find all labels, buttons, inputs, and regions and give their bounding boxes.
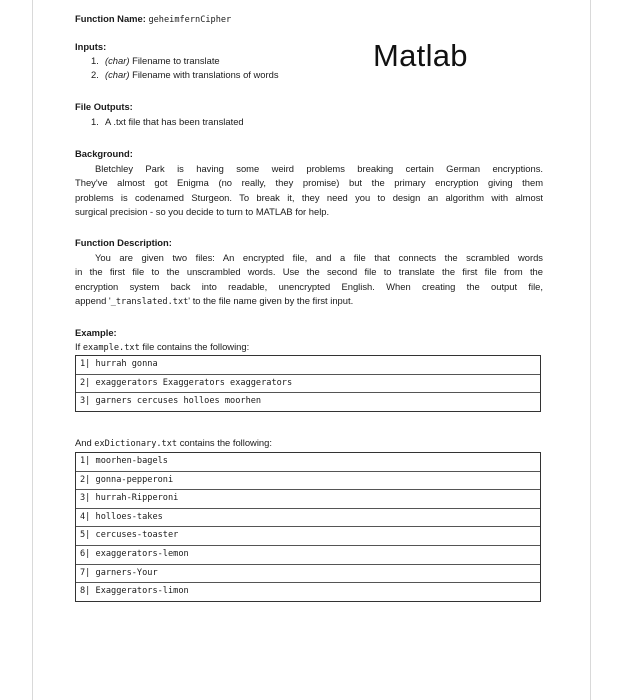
dictionary-row: 6| exaggerators-lemon xyxy=(76,546,540,565)
page-edge-left xyxy=(32,0,33,700)
description-heading: Function Description: xyxy=(75,237,172,248)
input-item-1: 1. (char) Filename to translate xyxy=(91,55,220,66)
example-file-row: 3| garners cercuses holloes moorhen xyxy=(80,396,262,407)
description-line-3: encryption system back into readable, unencrypted English. When creating the output file, xyxy=(75,280,543,292)
dictionary-row: 1| moorhen-bagels xyxy=(76,453,540,472)
background-line-2: They've almost got Enigma (no really, they promise) but the primary encryption giving them xyxy=(75,177,543,189)
function-name-label: Function Name: xyxy=(75,13,149,24)
suffix-code: _translated.txt xyxy=(110,296,189,307)
dictionary-row: 4| holloes-takes xyxy=(76,509,540,528)
dictionary-row: 2| gonna-pepperoni xyxy=(76,472,540,491)
dictionary-row: 8| Exaggerators-limon xyxy=(80,586,189,597)
description-line-2: in the first file to the unscrambled words. Use the second file to translate the first file from the xyxy=(75,266,543,278)
description-paragraph xyxy=(75,251,543,309)
dictionary-row: 7| garners-Your xyxy=(76,565,540,584)
example-heading: Example: xyxy=(75,327,117,338)
background-heading: Background: xyxy=(75,148,133,159)
background-line-4: surgical precision - so you decide to turn to MATLAB for help. xyxy=(75,205,330,217)
background-line-1: Bletchley Park is having some weird problems breaking certain German encryptions. xyxy=(95,163,543,174)
example-file-row: 2| exaggerators Exaggerators exaggerators xyxy=(76,375,540,394)
function-name-heading xyxy=(75,13,231,25)
dictionary-row: 5| cercuses-toaster xyxy=(76,527,540,546)
matlab-label: Matlab xyxy=(373,38,468,73)
input-item-2: 2. (char) Filename with translations of words xyxy=(91,69,279,80)
page-edge-right xyxy=(590,0,591,700)
dictionary-intro: And exDictionary.txt contains the following: xyxy=(75,437,272,449)
dictionary-filename: exDictionary.txt xyxy=(94,439,178,449)
function-name-value: geheimfernCipher xyxy=(148,15,232,25)
example-filename: example.txt xyxy=(82,343,140,353)
background-paragraph xyxy=(75,162,543,219)
example-intro: If example.txt file contains the following: xyxy=(75,341,250,353)
dictionary-row: 3| hurrah-Ripperoni xyxy=(76,490,540,509)
example-file-box xyxy=(75,355,541,412)
output-item-1: 1. A .txt file that has been translated xyxy=(91,116,244,127)
background-line-3: problems is codenamed Sturgeon. To break it, they need you to design an algorithm with almost xyxy=(75,191,543,203)
dictionary-file-box xyxy=(75,452,541,602)
example-file-row: 1| hurrah gonna xyxy=(76,356,540,375)
description-line-1: You are given two files: An encrypted file, and a file that connects the scrambled words xyxy=(95,252,543,263)
description-line-4: append '_translated.txt' to the file name given by the first input. xyxy=(75,294,354,307)
inputs-heading: Inputs: xyxy=(75,41,107,52)
outputs-heading: File Outputs: xyxy=(75,101,133,112)
